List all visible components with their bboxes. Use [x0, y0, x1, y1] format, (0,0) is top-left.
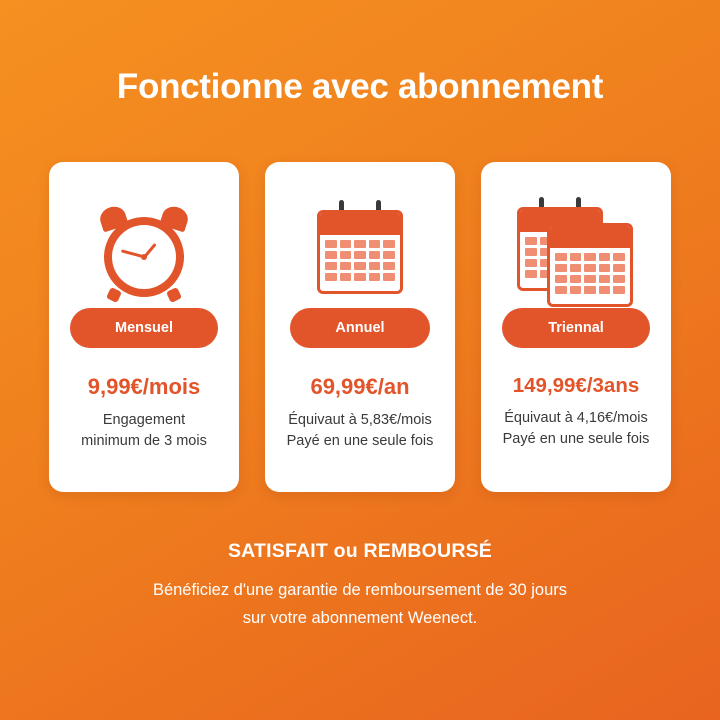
plan-price-triennial: 149,99€/3ans — [512, 373, 640, 397]
plan-button-monthly[interactable]: Mensuel — [70, 308, 218, 348]
plan-button-annual[interactable]: Annuel — [290, 308, 430, 348]
calendar-stack-icon — [517, 203, 635, 299]
plan-detail-triennial-2: Payé en une seule fois — [502, 430, 650, 447]
pricing-card-annual[interactable] — [265, 162, 455, 492]
pricing-card-monthly[interactable] — [49, 162, 239, 492]
plan-price-monthly: 9,99€/mois — [87, 373, 201, 399]
alarm-clock-icon — [96, 203, 192, 299]
card-artwork — [317, 196, 403, 306]
calendar-front-icon — [547, 221, 633, 307]
pricing-cards — [0, 162, 720, 492]
plan-price-annual: 69,99€/an — [310, 373, 410, 399]
plan-detail-monthly-2: minimum de 3 mois — [81, 432, 207, 449]
guarantee-line-2: sur votre abonnement Weenect. — [242, 608, 478, 627]
guarantee-section — [153, 540, 567, 632]
guarantee-line-1: Bénéficiez d'une garantie de remboursement de 30 jours — [152, 580, 568, 599]
plan-button-triennial[interactable]: Triennal — [502, 308, 650, 348]
plan-detail-annual-1: Équivaut à 5,83€/mois — [288, 411, 432, 428]
guarantee-title: SATISFAIT ou REMBOURSÉ — [227, 539, 493, 562]
plan-detail-triennial-1: Équivaut à 4,16€/mois — [504, 409, 648, 426]
pricing-card-triennial[interactable] — [481, 162, 671, 492]
card-artwork — [517, 196, 635, 306]
plan-detail-annual-2: Payé en une seule fois — [286, 432, 434, 449]
calendar-icon — [317, 208, 403, 294]
page-title: Fonctionne avec abonnement — [116, 67, 604, 106]
plan-detail-monthly-1: Engagement — [102, 411, 186, 428]
card-artwork — [96, 196, 192, 306]
